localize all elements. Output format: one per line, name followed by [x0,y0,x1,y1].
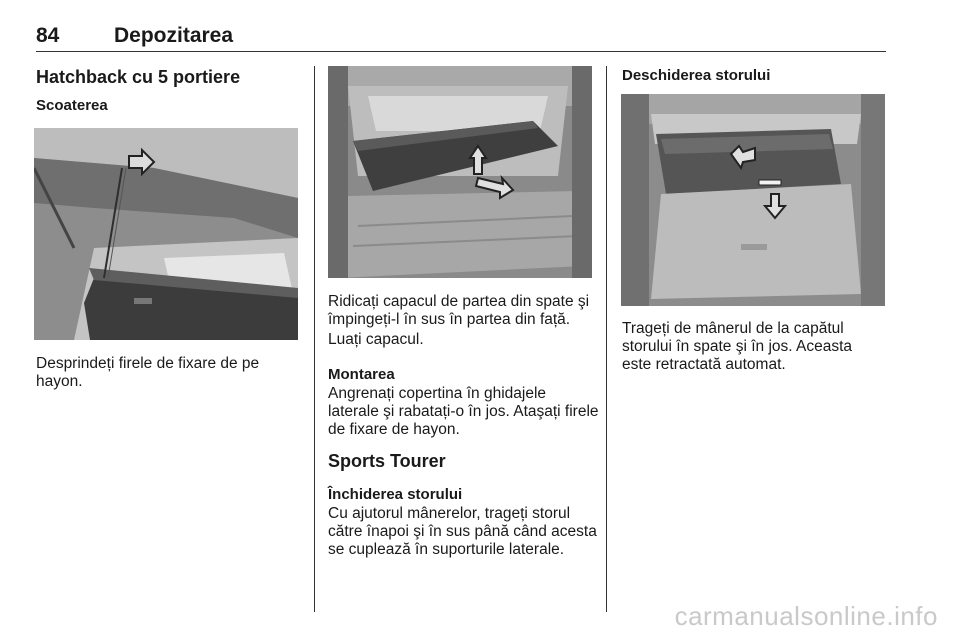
montarea-text: Angrenați copertina în ghidajele laterale şi rabatați-o în jos. Ataşați firele de fixare de hayon. [328,385,599,438]
header-rule [36,51,886,52]
col2-paragraph-1: Ridicați capacul de partea din spate şi împingeți-l în sus în partea din față. [328,293,590,328]
col1-figure-caption: Desprindeți firele de fixare de pe hayon. [36,355,260,390]
section-title-hatchback: Hatchback cu 5 portiere [36,67,241,87]
figure-hatchback-tailgate [34,128,298,340]
column-divider-1 [314,66,315,612]
figure-sports-tourer-blind [621,94,885,306]
col3-figure-caption: Trageți de mânerul de la capătul storului în spate şi în jos. Aceasta este retractată automat. [622,320,853,373]
subsection-title-scoaterea: Scoaterea [36,97,108,114]
column-divider-2 [606,66,607,612]
chapter-title: Depozitarea [114,24,234,47]
subsection-title-inchiderea: Închiderea storului [328,486,463,503]
watermark: carmanualsonline.info [674,601,938,631]
section-title-sports-tourer: Sports Tourer [328,451,446,471]
inchiderea-text: Cu ajutorul mânerelor, trageți storul către înapoi şi în sus până când acesta se cuplează în suporturile laterale. [328,505,597,558]
subsection-title-deschiderea: Deschiderea storului [622,67,771,84]
col2-paragraph-2: Luați capacul. [328,331,424,348]
figure-hatchback-cover-lift [328,66,592,278]
page-number: 84 [36,24,60,47]
subsection-title-montarea: Montarea [328,366,395,383]
